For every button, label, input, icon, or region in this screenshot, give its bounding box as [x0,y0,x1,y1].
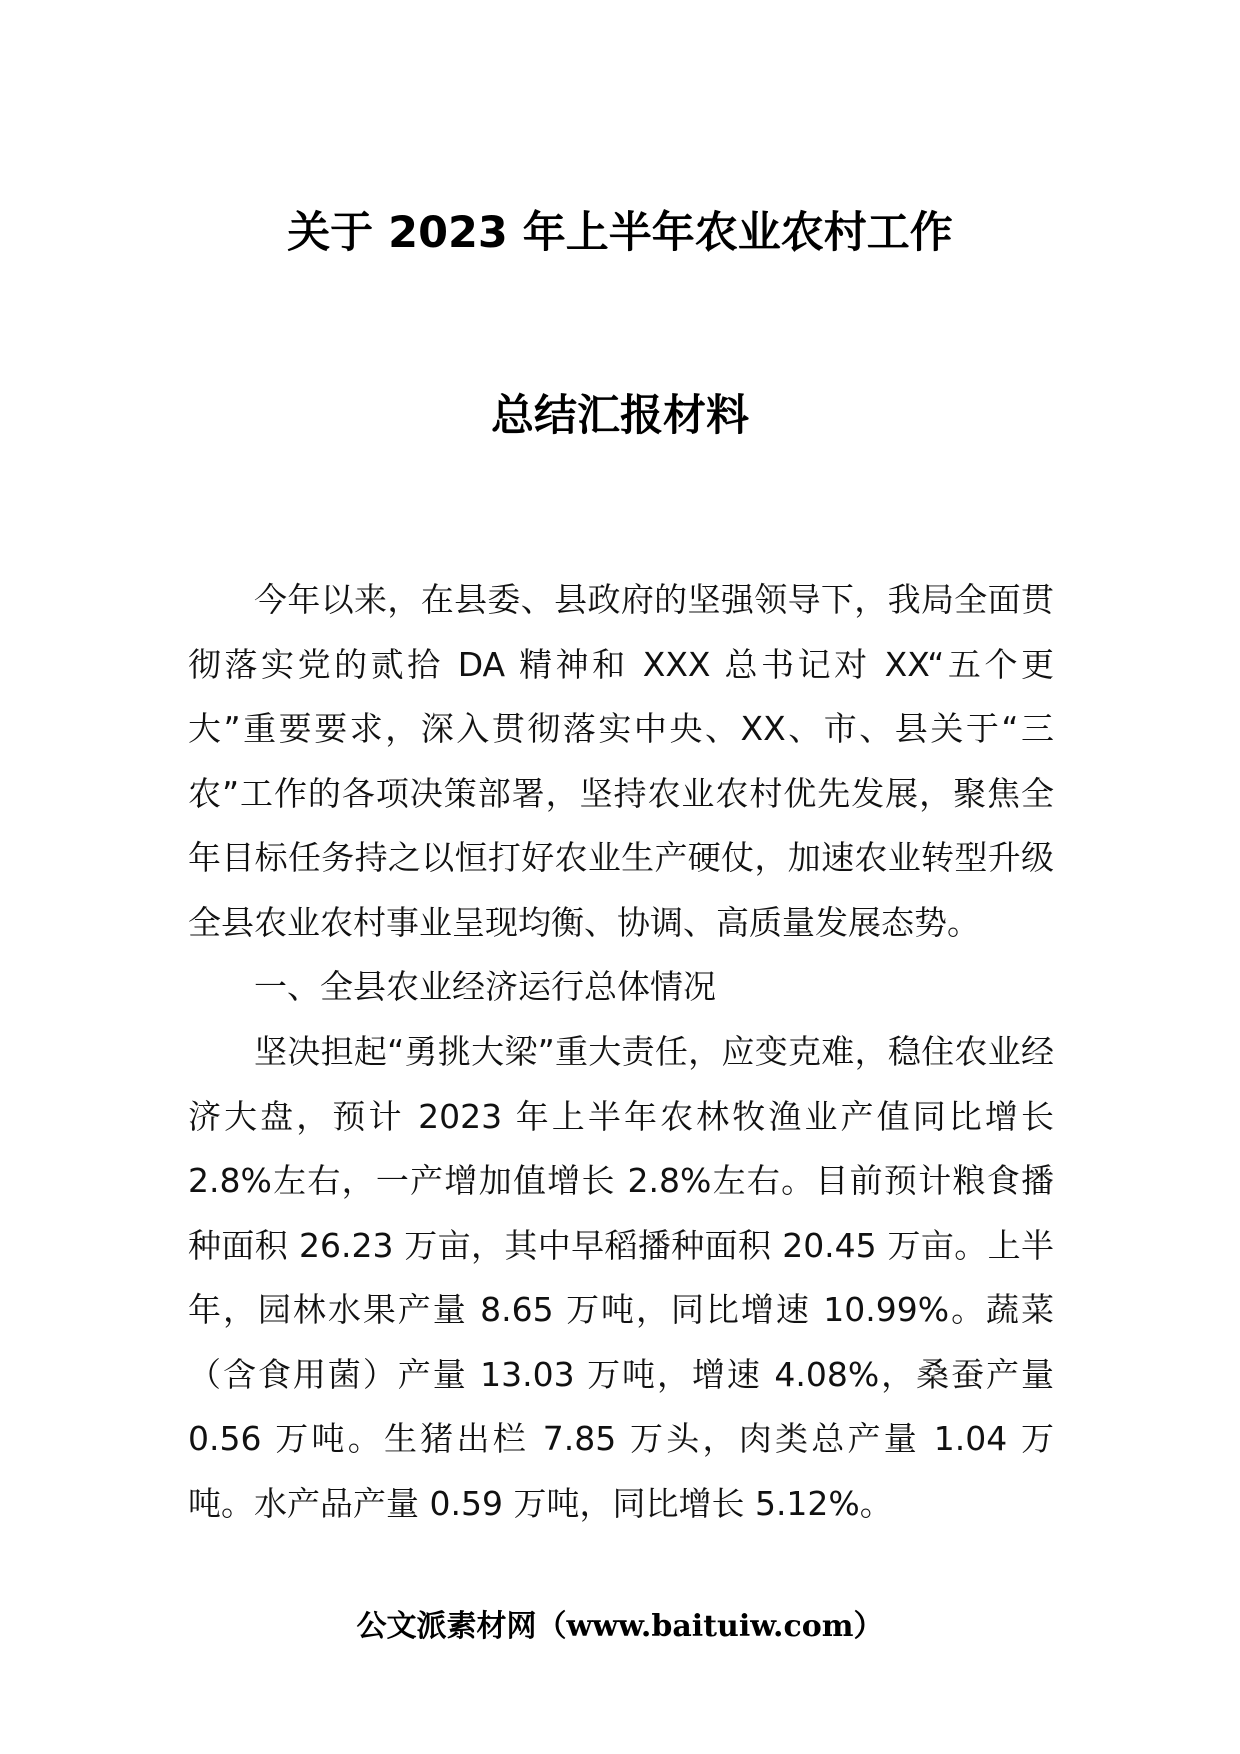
section-heading-text: 一、全县农业经济运行总体情况 [254,967,716,1006]
document-title-line-1: 关于 2023 年上半年农业农村工作 [287,208,953,258]
document-title-line-2: 总结汇报材料 [491,391,749,441]
footer-watermark: 公文派素材网（www.baituiw.com） [356,1609,884,1644]
intro-paragraph [188,568,1054,955]
section-paragraph-text: 坚决担起“勇挑大梁”重大责任，应变克难，稳住农业经济大盘，预计 2023 年上半年农林牧渔业产值同比增长 2.8%左右，一产增加值增长 2.8%左右。目前预计粮食播种面积 26.23 万亩，其中早稻播种面积 20.45 万亩。上半年，园林水果产量 8.65 万吨，同比增速 10.99%。蔬菜（含食用菌）产量 13.03 万吨，增速 4.08%，桑蚕产量 0.56 万吨。生猪出栏 7.85 万头，肉类总产量 1.04 万吨。水产品产量 0.59 万吨，同比增长 5.12%。 [188,1032,1054,1523]
section-heading [188,955,1054,1020]
intro-paragraph-text: 今年以来，在县委、县政府的坚强领导下，我局全面贯彻落实党的贰拾 DA 精神和 XXX 总书记对 XX“五个更大”重要要求，深入贯彻落实中央、XX、市、县关于“三农”工作的各项决策部署，坚持农业农村优先发展，聚焦全年目标任务持之以恒打好农业生产硬仗，加速农业转型升级全县农业农村事业呈现均衡、协调、高质量发展态势。 [188,580,1054,942]
section-paragraph [188,1020,1054,1536]
